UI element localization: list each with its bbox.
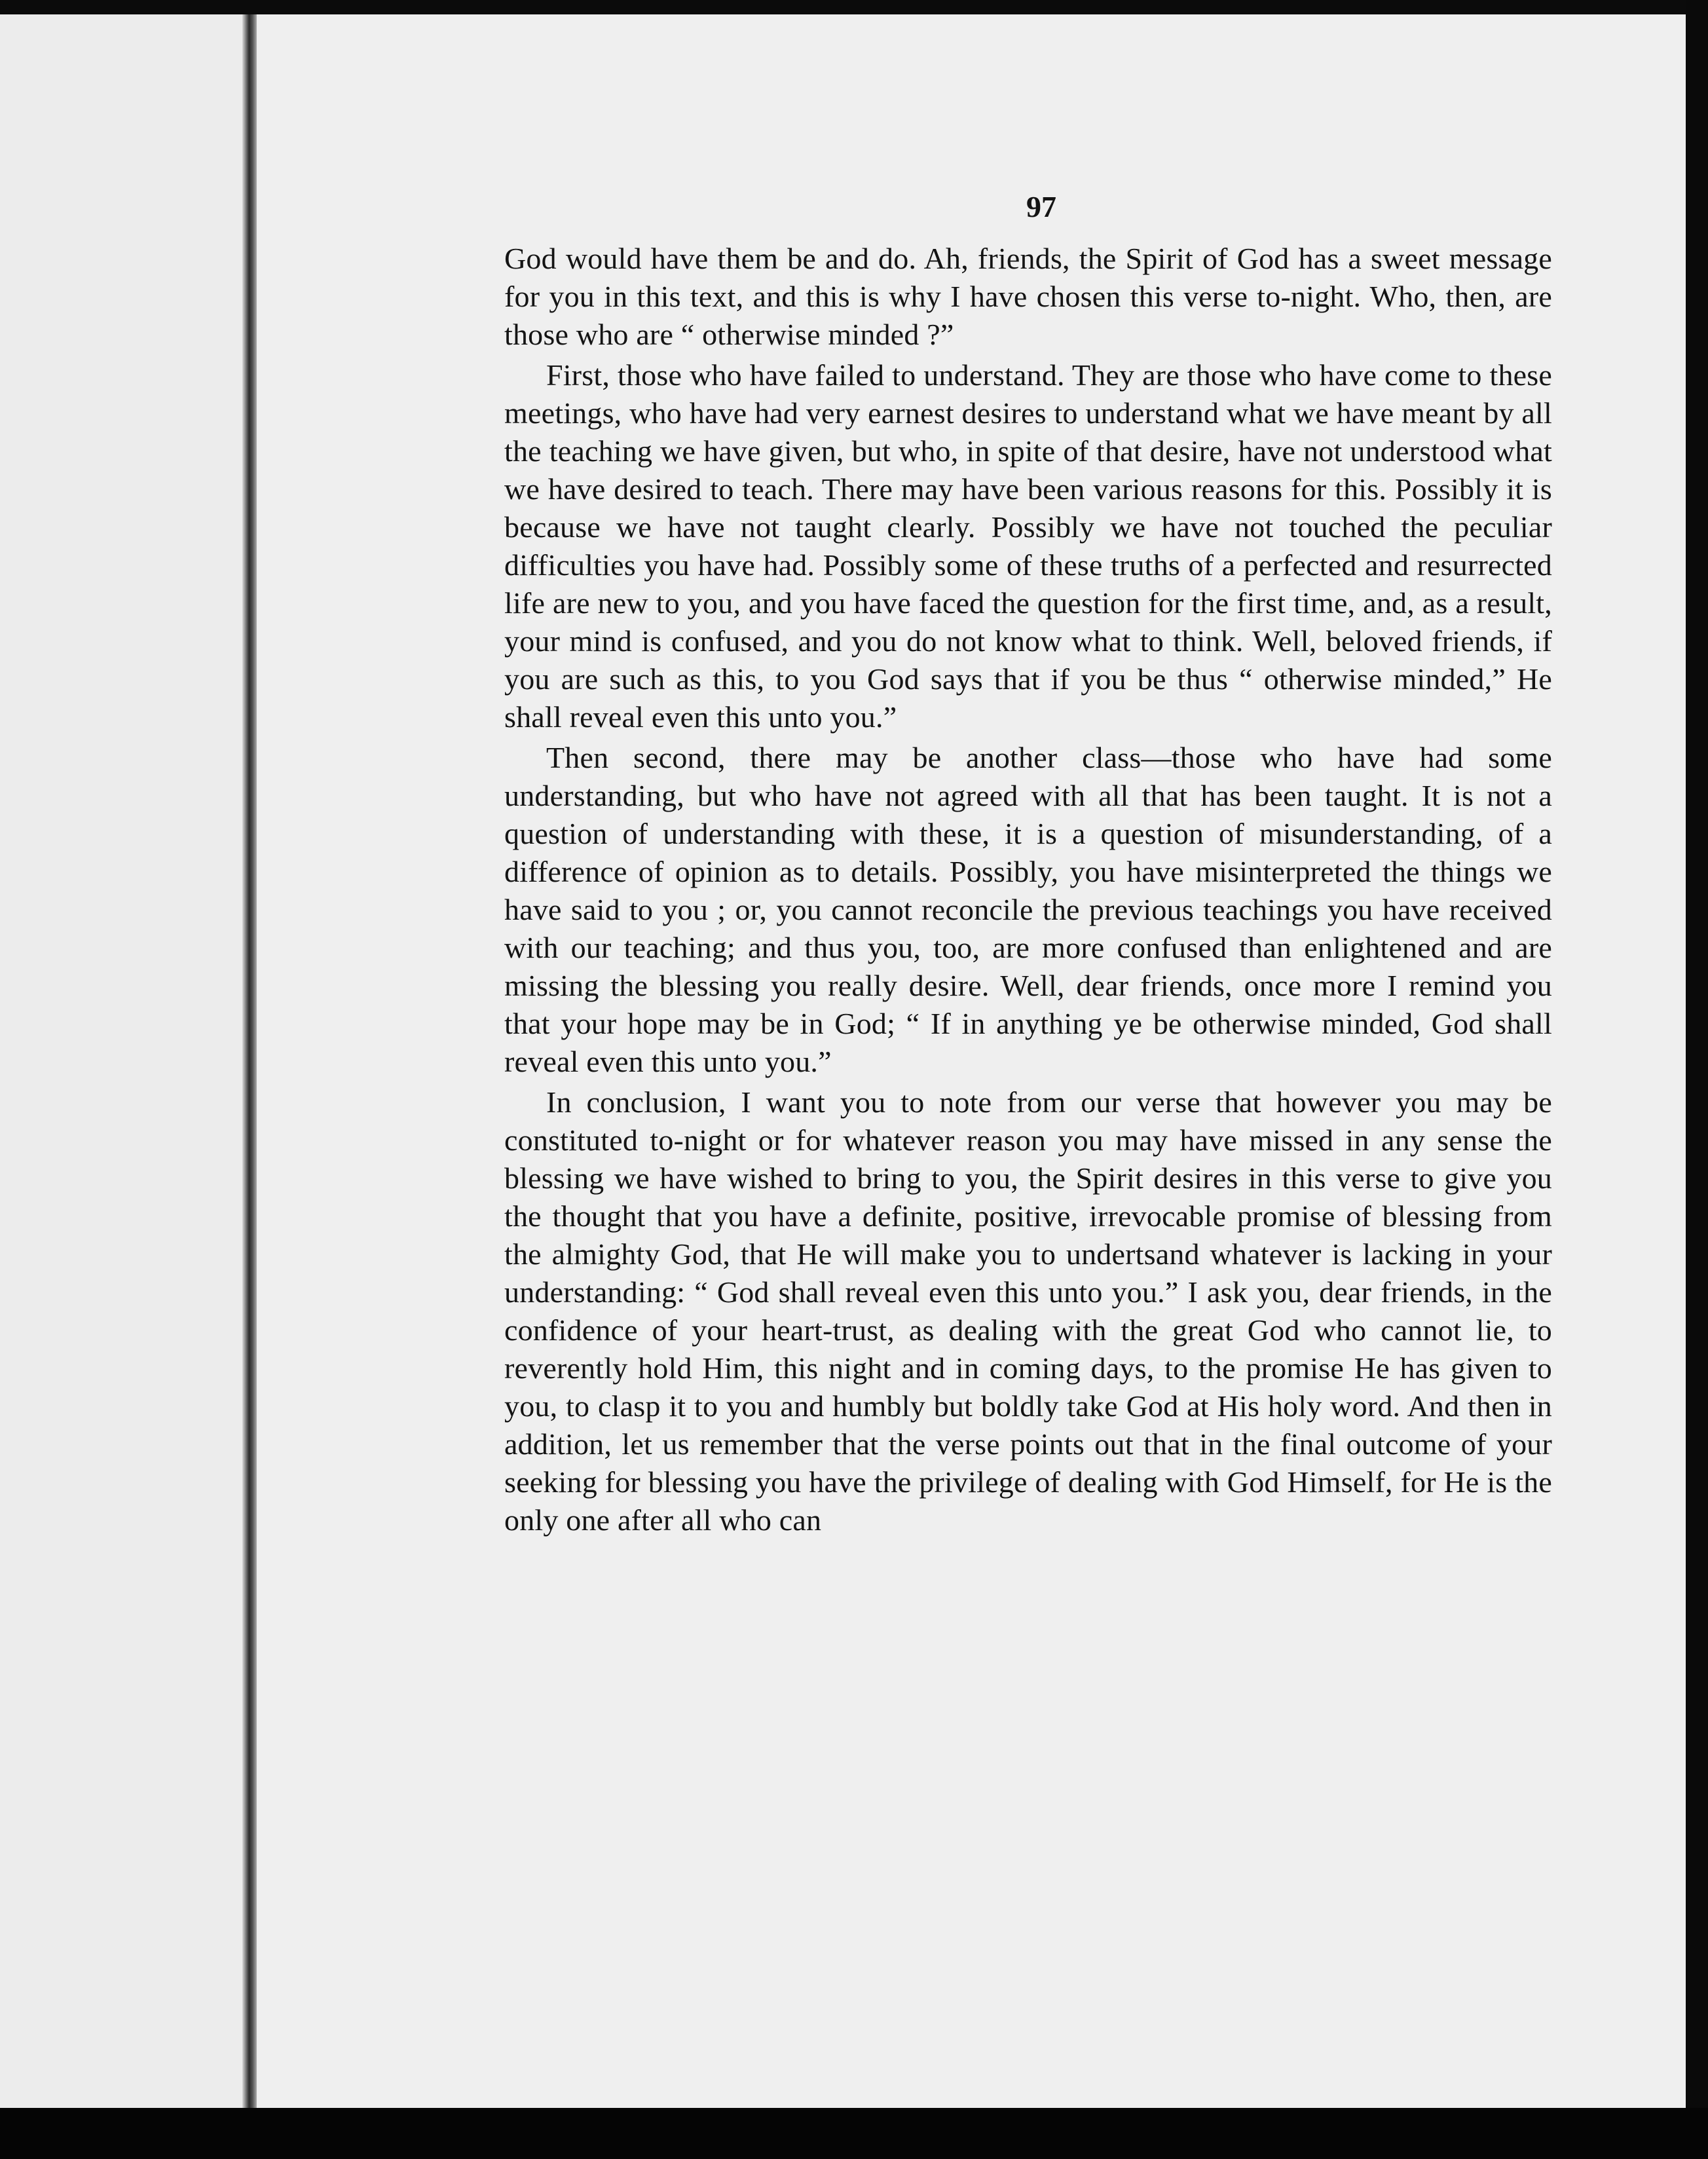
paragraph-2: First, those who have failed to understand. They are those who have come to these meetings, who have had very earnest desires to understand what we have meant by all the teaching we have given, but who, in spite of that desire, have not understood what we have desired to teach. There may have been various reasons for this. Possibly it is because we have not taught clearly. Possibly we have not touched the peculiar difficulties you have had. Possibly some of these truths of a perfected and resurrected life are new to you, and you have faced the question for the first time, and, as a result, your mind is confused, and you do not know what to think. Well, beloved friends, if you are such as this, to you God says that if you be thus “ otherwise minded,” He shall reveal even this unto you.” [504,358,1552,734]
paragraph-3: Then second, there may be another class—those who have had some understanding, but who have not agreed with all that has been taught. It is not a question of understanding with these, it is a question of misunderstanding, of a difference of opinion as to details. Possibly, you have misinterpreted the things we have said to you ; or, you cannot reconcile the previous teachings you have received with our teaching; and thus you, too, are more confused than enlightened and are missing the blessing you really desire. Well, dear friends, once more I remind you that your hope may be in God; “ If in anything ye be otherwise minded, God shall reveal even this unto you.” [504,741,1552,1078]
paragraph-1: God would have them be and do. Ah, friends, the Spirit of God has a sweet message for you in this text, and this is why I have chosen this verse to-night. Who, then, are those who are “ otherwise minded ?” [504,242,1552,351]
scan-bottom-edge [0,2108,1708,2159]
facing-page-margin [0,14,246,2108]
page-number: 97 [1026,190,1056,223]
paragraph-4: In conclusion, I want you to note from our verse that however you may be constituted to-night or for whatever reason you may have missed in any sense the blessing we have wished to bring to you, the Spirit desires in this verse to give you the thought that you have a definite, positive, irrevocable promise of blessing from the almighty God, that He will make you to undertsand whatever is lacking in your understanding: “ God shall reveal even this unto you.” I ask you, dear friends, in the confidence of your heart-trust, as dealing with the great God who cannot lie, to reverently hold Him, this night and in coming days, to the promise He has given to you, to clasp it to you and humbly but boldly take God at His holy word. And then in addition, let us remember that the verse points out that in the final outcome of your seeking for blessing you have the privilege of dealing with God Himself, for He is the only one after all who can [504,1085,1552,1537]
page-text-block [504,187,1552,1539]
scan-top-edge [0,0,1708,14]
scan-right-edge [1686,0,1708,2159]
